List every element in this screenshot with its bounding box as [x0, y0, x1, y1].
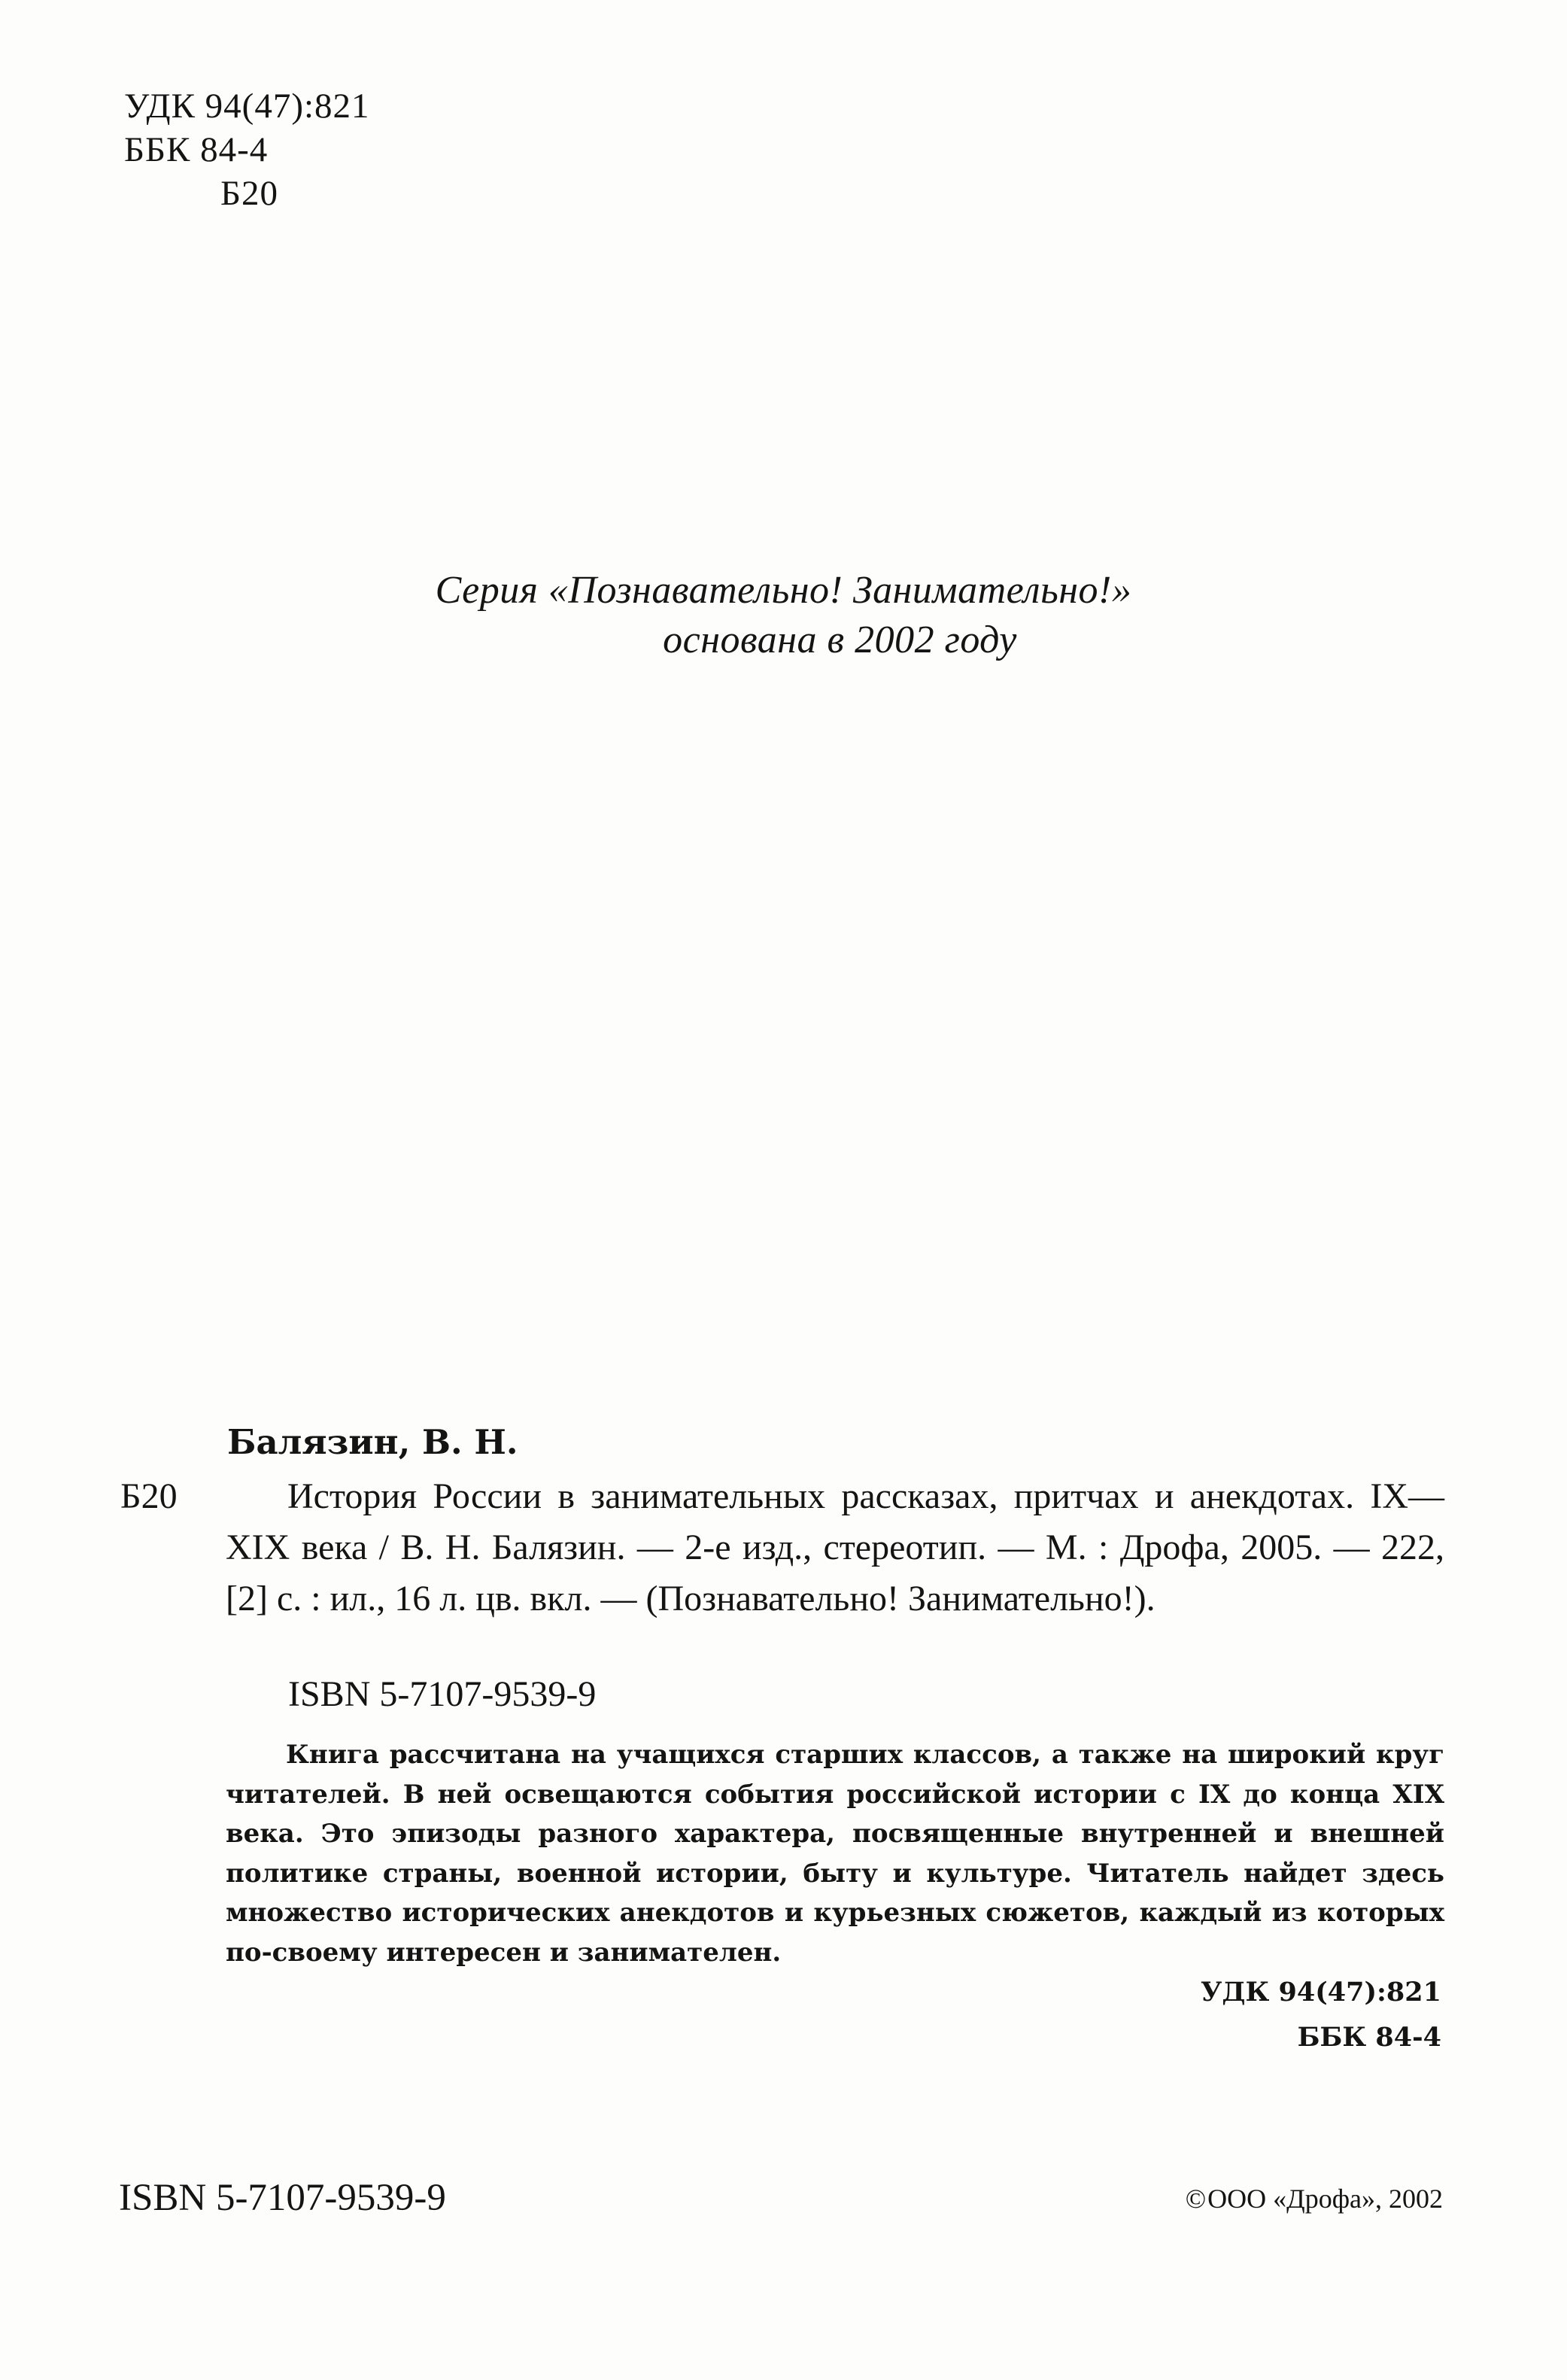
bibliographic-isbn: ISBN 5-7107-9539-9 [288, 1674, 597, 1714]
annotation-bbk: ББК 84-4 [1297, 2022, 1441, 2053]
udk-code: УДК 94(47):821 [124, 87, 370, 126]
annotation-codes [1201, 1970, 1441, 2060]
annotation-udk: УДК 94(47):821 [1200, 1977, 1441, 2008]
book-annotation: Книга рассчитана на учащихся старших классов, а также на широкий круг читателей. В ней освещаются события российской истории с IX до конца XIX века. Это эпизоды разного характера, посвященные внутренней и внешней политике страны, военной истории, быту и культуре. Читатель найдет здесь множество исторических анекдотов и курьезных сюжетов, каждый из которых по-своему интересен и занимателен. [226, 1740, 1444, 1968]
classification-codes [124, 84, 370, 215]
series-line-2: основана в 2002 году [663, 619, 1017, 661]
series-line-1: Серия «Познавательно! Занимательно!» [435, 569, 1132, 612]
copyright-holder: ООО «Дрофа», 2002 [1207, 2184, 1443, 2214]
bibliographic-description: История России в занимательных рассказах, притчах и анекдотах. IX—XIX века / В. Н. Балязин. — 2-е изд., стереотип. — М. : Дрофа, 2005. — 222, [2] с. : ил., 16 л. цв. вкл. — (Познавательно! Занимательно!). [226, 1476, 1444, 1619]
copyright-notice [1186, 2180, 1443, 2217]
series-note [0, 566, 1567, 665]
author-heading: Балязин, В. Н. [227, 1422, 518, 1462]
bibliographic-cipher: Б20 [120, 1476, 178, 1516]
copyright-icon: © [1185, 2184, 1207, 2214]
footer-isbn: ISBN 5-7107-9539-9 [119, 2177, 446, 2219]
author-cipher: Б20 [220, 174, 278, 213]
bbk-code: ББК 84-4 [124, 130, 269, 169]
